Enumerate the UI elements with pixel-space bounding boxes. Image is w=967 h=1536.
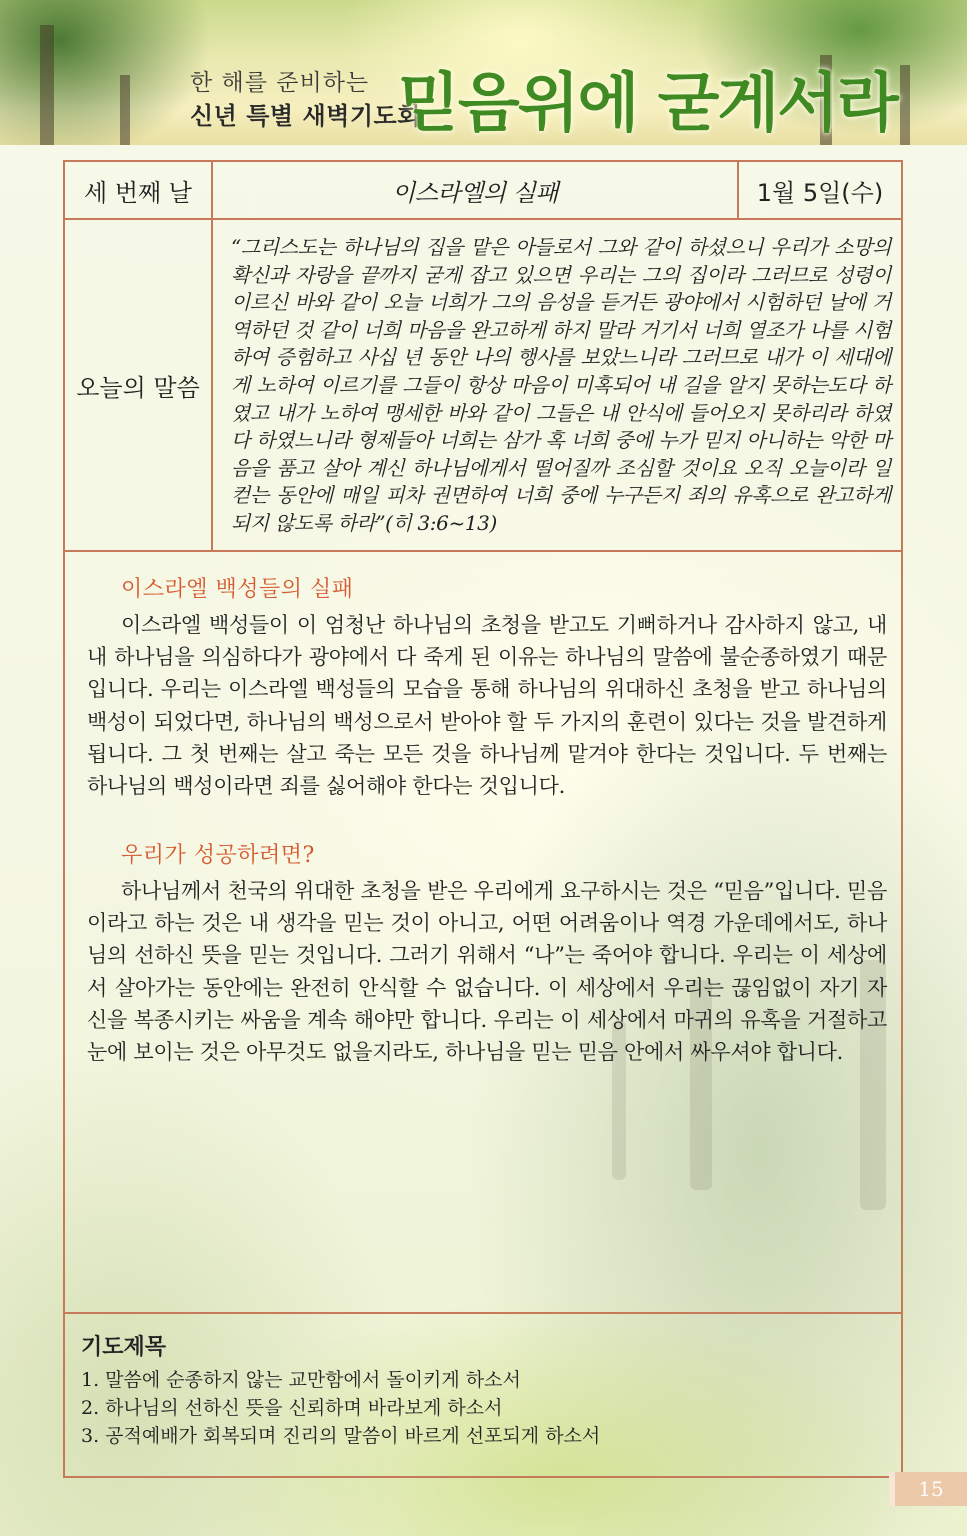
prayer-section	[65, 1312, 901, 1476]
lesson-title: 이스라엘의 실패	[392, 178, 558, 207]
banner-title: 믿음위에 굳게서라	[398, 67, 897, 141]
header-row	[65, 162, 901, 220]
lesson-date: 1월 5일(수)	[737, 162, 901, 218]
scripture-row	[65, 220, 901, 552]
section-1	[87, 572, 887, 802]
banner-subtitle-2: 신년 특별 새벽기도회	[190, 102, 421, 130]
prayer-item: 2. 하나님의 선하신 뜻을 신뢰하며 바라보게 하소서	[81, 1397, 503, 1419]
prayer-heading: 기도제목	[81, 1335, 167, 1360]
banner-subtitle-1: 한 해를 준비하는	[190, 70, 370, 96]
section-2-heading: 우리가 성공하려면?	[121, 843, 315, 868]
section-1-body: 이스라엘 백성들이 이 엄청난 하나님의 초청을 받고도 기뻐하거나 감사하지 않고, 내내 하나님을 의심하다가 광야에서 다 죽게 된 이유는 하나님의 말씀에 불순종하였기 때문입니다. 우리는 이스라엘 백성들의 모습을 통해 하나님의 위대하신 초청을 받고 하나님의 백성이 되었다면, 하나님의 백성으로서 받아야 할 두 가지의 훈련이 있다는 것을 발견하게 됩니다. 그 첫 번째는 살고 죽는 모든 것을 하나님께 맡겨야 한다는 것입니다. 두 번째는 하나님의 백성이라면 죄를 싫어해야 한다는 것입니다.	[87, 613, 887, 799]
day-label: 세 번째 날	[65, 162, 213, 218]
prayer-item: 3. 공적예배가 회복되며 진리의 말씀이 바르게 선포되게 하소서	[81, 1425, 601, 1447]
banner-tree	[40, 25, 54, 145]
scripture-text: “그리스도는 하나님의 집을 맡은 아들로서 그와 같이 하셨으니 우리가 소망의 확신과 자랑을 끝까지 굳게 잡고 있으면 우리는 그의 집이라 그러므로 성령이 이르신 바와 같이 오늘 너희가 그의 음성을 듣거든 광야에서 시험하던 날에 거역하던 것 같이 너희 마음을 완고하게 하지 말라 거기서 너희 열조가 나를 시험하여 증험하고 사십 년 동안 나의 행사를 보았느니라 그러므로 내가 이 세대에게 노하여 이르기를 그들이 항상 마음이 미혹되어 내 길을 알지 못하는도다 하였고 내가 노하여 맹세한 바와 같이 그들은 내 안식에 들어오지 못하리라 하였다 하였느니라 형제들아 너희는 삼가 혹 너희 중에 누가 믿지 아니하는 악한 마음을 품고 살아 계신 하나님에게서 떨어질까 조심할 것이요 오직 오늘이라 일컫는 동안에 매일 피차 권면하여 너희 중에 누구든지 죄의 유혹으로 완고하게 되지 않도록 하라”(히 3:6~13)	[231, 235, 891, 535]
page-number: 15	[889, 1472, 967, 1506]
prayer-item: 1. 말씀에 순종하지 않는 교만함에서 돌이키게 하소서	[81, 1369, 521, 1391]
devotional-box	[63, 160, 903, 1478]
section-1-heading: 이스라엘 백성들의 실패	[121, 577, 354, 602]
header-banner	[0, 0, 967, 145]
section-2-body: 하나님께서 천국의 위대한 초청을 받은 우리에게 요구하시는 것은 “믿음”입니다. 믿음이라고 하는 것은 내 생각을 믿는 것이 아니고, 어떤 어려움이나 역경 가운데에서도, 하나님의 선하신 뜻을 믿는 것입니다. 그러기 위해서 “나”는 죽어야 합니다. 우리는 이 세상에서 살아가는 동안에는 완전히 안식할 수 없습니다. 이 세상에서 우리는 끊임없이 자기 자신을 복종시키는 싸움을 계속 해야만 합니다. 우리는 이 세상에서 마귀의 유혹을 거절하고 눈에 보이는 것은 아무것도 없을지라도, 하나님을 믿는 믿음 안에서 싸우셔야 합니다.	[87, 879, 887, 1065]
banner-tree	[900, 65, 910, 145]
section-2	[87, 838, 887, 1068]
prayer-list	[81, 1366, 600, 1450]
banner-tree	[120, 75, 130, 145]
scripture-label: 오늘의 말씀	[65, 220, 213, 550]
